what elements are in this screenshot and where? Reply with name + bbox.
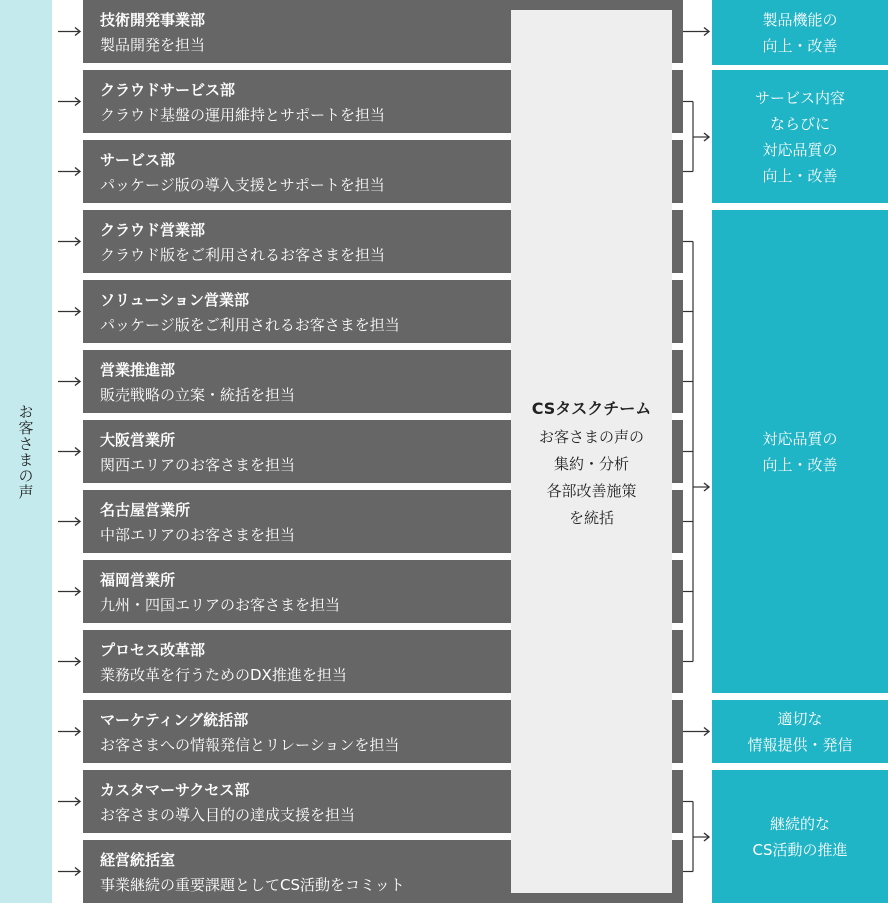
result-text: 対応品質の 向上・改善 [762,429,838,474]
department-name: 技術開発事業部 [100,11,206,29]
result-text: 継続的な CS活動の推進 [752,814,848,859]
department-name: プロセス改革部 [100,641,206,659]
department-name: クラウドサービス部 [100,81,236,99]
department-description: お客さまへの情報発信とリレーションを担当 [100,736,400,754]
department-description: パッケージ版をご利用されるお客さまを担当 [100,316,400,334]
department-description: 業務改革を行うためのDX推進を担当 [100,666,347,684]
department-description: 関西エリアのお客さまを担当 [100,456,296,474]
result-text: サービス内容 ならびに 対応品質の 向上・改善 [754,88,845,185]
result-text: 製品機能の 向上・改善 [762,10,838,55]
department-name: カスタマーサクセス部 [100,781,250,799]
cs-task-team-line: 各部改善施策 [546,482,637,500]
department-description: 九州・四国エリアのお客さまを担当 [100,596,341,614]
department-name: マーケティング統括部 [100,711,249,729]
department-description: 事業継続の重要課題としてCS活動をコミット [100,876,405,894]
cs-task-team-line: を統括 [568,509,614,527]
customer-voice-label: お客さまの声 [16,403,35,500]
department-description: 販売戦略の立案・統括を担当 [100,386,296,404]
department-name: 福岡営業所 [100,571,176,589]
department-name: 経営統括室 [100,851,176,869]
department-description: クラウド基盤の運用維持とサポートを担当 [100,106,386,124]
department-description: クラウド版をご利用されるお客さまを担当 [100,246,386,264]
result-text: 適切な 情報提供・発信 [747,709,853,754]
department-description: お客さまの導入目的の達成支援を担当 [100,806,356,824]
department-name: 名古屋営業所 [100,501,191,519]
department-name: 営業推進部 [100,361,176,379]
cs-task-team-line: お客さまの声の [538,428,644,446]
cs-task-team-title: CSタスクチーム [531,399,652,418]
department-name: サービス部 [100,151,176,169]
department-name: ソリューション営業部 [100,291,249,309]
department-description: 中部エリアのお客さまを担当 [100,526,296,544]
cs-task-team-line: 集約・分析 [553,455,629,473]
department-description: パッケージ版の導入支援とサポートを担当 [100,176,385,194]
department-name: 大阪営業所 [100,431,176,449]
department-description: 製品開発を担当 [100,36,206,54]
department-name: クラウド営業部 [100,221,206,239]
